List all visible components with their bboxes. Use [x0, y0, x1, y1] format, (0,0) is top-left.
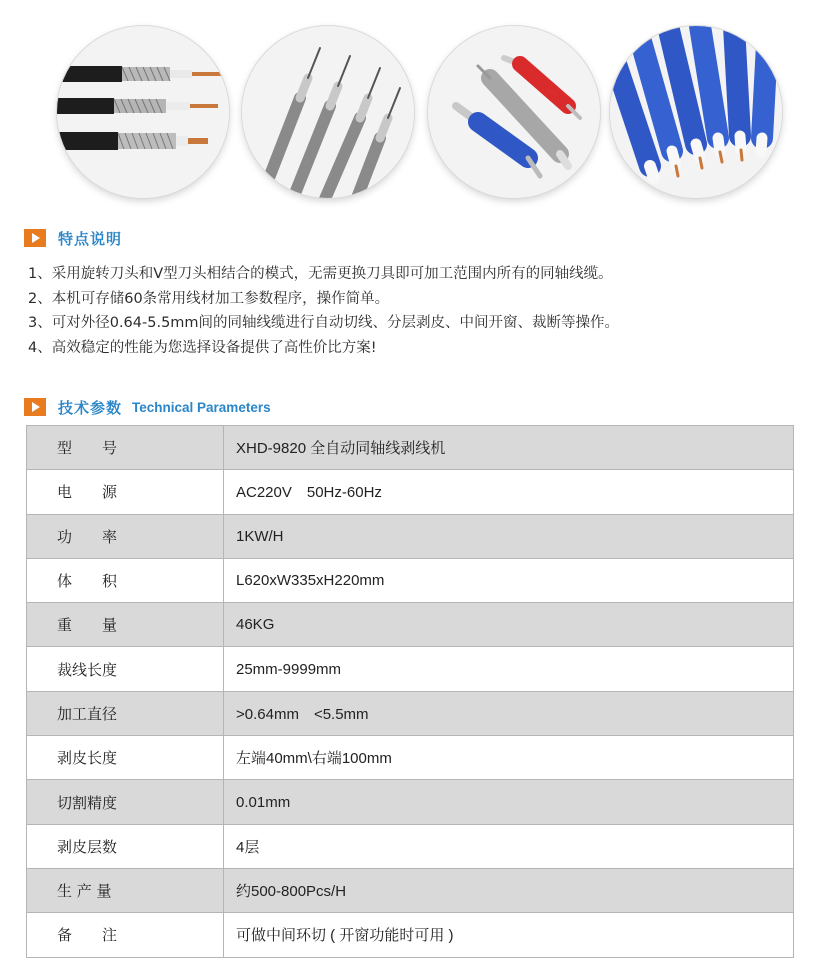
black-coax-cables-photo — [57, 26, 229, 198]
spec-value: 左端40mm\右端100mm — [224, 736, 794, 780]
table-row — [27, 736, 794, 780]
table-row — [27, 647, 794, 691]
table-row — [27, 514, 794, 558]
spec-key: 裁线长度 — [27, 647, 224, 691]
spec-value: L620xW335xH220mm — [224, 558, 794, 602]
feature-item: 3、可对外径0.64-5.5mm间的同轴线缆进行自动切线、分层剥皮、中间开窗、裁断等操作。 — [28, 315, 620, 331]
blue-red-coax-cables-photo — [428, 26, 600, 198]
table-row — [27, 603, 794, 647]
spec-key: 功 率 — [27, 514, 224, 558]
table-row — [27, 558, 794, 602]
table-row — [27, 824, 794, 868]
specs-title-en: Technical Parameters — [132, 399, 271, 415]
spec-value: 4层 — [224, 824, 794, 868]
table-row — [27, 913, 794, 957]
spec-table — [26, 425, 794, 958]
spec-key: 切割精度 — [27, 780, 224, 824]
spec-value: AC220V 50Hz-60Hz — [224, 470, 794, 514]
spec-key: 重 量 — [27, 603, 224, 647]
product-photo-strip — [0, 0, 840, 215]
spec-value: 1KW/H — [224, 514, 794, 558]
spec-key: 剥皮长度 — [27, 736, 224, 780]
spec-key: 型 号 — [27, 426, 224, 470]
spec-key: 体 积 — [27, 558, 224, 602]
specs-title-cn: 技术参数 — [58, 398, 123, 417]
spec-value: 可做中间环切 ( 开窗功能时可用 ) — [224, 913, 794, 957]
spec-value: >0.64mm <5.5mm — [224, 691, 794, 735]
feature-item: 4、高效稳定的性能为您选择设备提供了高性价比方案! — [28, 339, 377, 356]
table-row — [27, 780, 794, 824]
blue-coax-closeup-photo — [610, 26, 782, 198]
table-row — [27, 868, 794, 912]
table-row — [27, 691, 794, 735]
spec-key: 剥皮层数 — [27, 824, 224, 868]
spec-key: 备 注 — [27, 913, 224, 957]
feature-item: 2、本机可存储60条常用线材加工参数程序，操作简单。 — [28, 290, 390, 307]
spec-key: 加工直径 — [27, 691, 224, 735]
spec-value: 25mm-9999mm — [224, 647, 794, 691]
specs-section-header — [24, 397, 271, 417]
play-icon — [24, 229, 46, 247]
table-row — [27, 470, 794, 514]
play-icon — [24, 398, 46, 416]
spec-key: 电 源 — [27, 470, 224, 514]
features-section-header — [24, 228, 122, 248]
spec-value: 约500-800Pcs/H — [224, 868, 794, 912]
gray-coax-cables-photo — [242, 26, 414, 198]
features-list — [28, 262, 828, 360]
spec-value: XHD-9820 全自动同轴线剥线机 — [224, 426, 794, 470]
spec-key: 生 产 量 — [27, 868, 224, 912]
feature-item: 1、采用旋转刀头和V型刀头相结合的模式，无需更换刀具即可加工范围内所有的同轴线缆。 — [28, 266, 613, 282]
spec-value: 46KG — [224, 603, 794, 647]
table-row — [27, 426, 794, 470]
spec-value: 0.01mm — [224, 780, 794, 824]
features-title: 特点说明 — [58, 229, 123, 248]
